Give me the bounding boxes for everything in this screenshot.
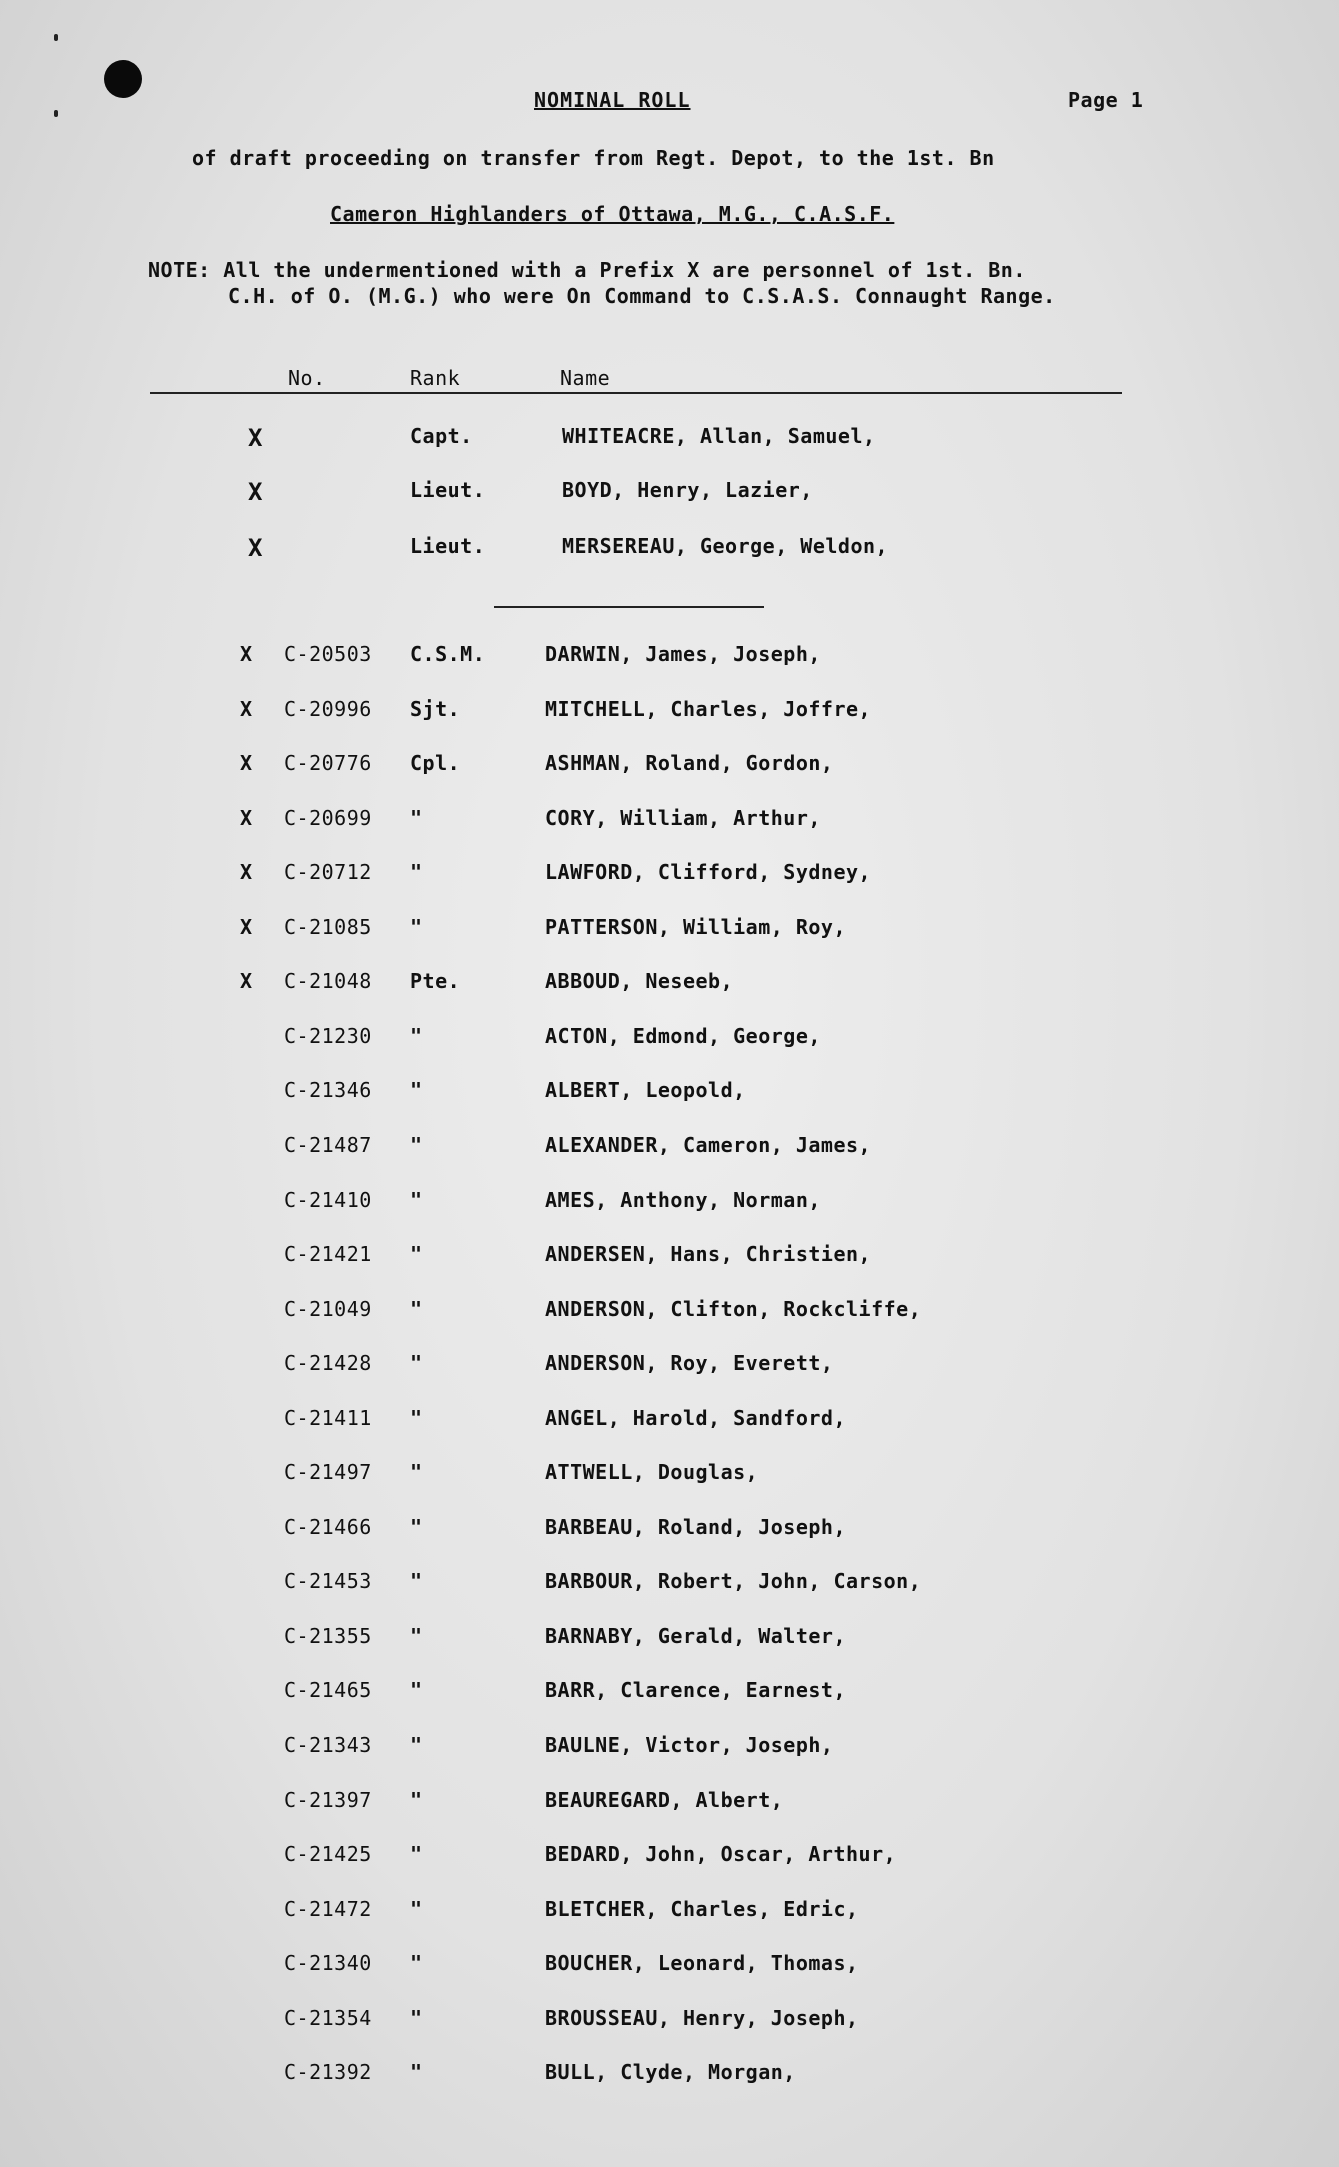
name: BLETCHER, Charles, Edric, xyxy=(545,1897,859,1921)
name: ACTON, Edmond, George, xyxy=(545,1024,821,1048)
rank: C.S.M. xyxy=(410,642,486,666)
name: ALEXANDER, Cameron, James, xyxy=(545,1133,872,1157)
name: WHITEACRE, Allan, Samuel, xyxy=(562,424,876,448)
service-number: C-21346 xyxy=(284,1078,372,1102)
service-number: C-20996 xyxy=(284,697,372,721)
name: MITCHELL, Charles, Joffre, xyxy=(545,697,872,721)
rank: " xyxy=(410,1024,423,1048)
rank: " xyxy=(410,1078,423,1102)
service-number: C-21453 xyxy=(284,1569,372,1593)
rank: " xyxy=(410,1788,423,1812)
punch-hole xyxy=(104,60,142,98)
rank: " xyxy=(410,1242,423,1266)
personnel-row xyxy=(0,1351,1339,1381)
rank: " xyxy=(410,1842,423,1866)
service-number: C-21497 xyxy=(284,1460,372,1484)
service-number: C-20503 xyxy=(284,642,372,666)
rank: Sjt. xyxy=(410,697,461,721)
note-line-1: NOTE: All the undermentioned with a Prefix X are personnel of 1st. Bn. xyxy=(148,258,1026,282)
service-number: C-21421 xyxy=(284,1242,372,1266)
name: BEAUREGARD, Albert, xyxy=(545,1788,784,1812)
name: BAULNE, Victor, Joseph, xyxy=(545,1733,834,1757)
personnel-row xyxy=(0,751,1339,781)
personnel-row xyxy=(0,860,1339,890)
note-line-2: C.H. of O. (M.G.) who were On Command to C.S.A.S. Connaught Range. xyxy=(228,284,1056,308)
rank: Capt. xyxy=(410,424,473,448)
personnel-row xyxy=(0,2006,1339,2036)
rank: " xyxy=(410,1897,423,1921)
prefix-mark: X xyxy=(248,478,263,506)
service-number: C-20699 xyxy=(284,806,372,830)
rank: " xyxy=(410,915,423,939)
personnel-row xyxy=(0,697,1339,727)
rank: " xyxy=(410,1678,423,1702)
rank: " xyxy=(410,1297,423,1321)
prefix-mark: X xyxy=(248,424,263,452)
personnel-row xyxy=(0,2060,1339,2090)
name: MERSEREAU, George, Weldon, xyxy=(562,534,889,558)
name: ANDERSEN, Hans, Christien, xyxy=(545,1242,872,1266)
personnel-row xyxy=(0,1078,1339,1108)
name: PATTERSON, William, Roy, xyxy=(545,915,846,939)
service-number: C-21355 xyxy=(284,1624,372,1648)
officers-row xyxy=(0,424,1339,454)
name: BARR, Clarence, Earnest, xyxy=(545,1678,846,1702)
personnel-row xyxy=(0,1188,1339,1218)
personnel-row xyxy=(0,1951,1339,1981)
personnel-row xyxy=(0,1297,1339,1327)
personnel-row xyxy=(0,1842,1339,1872)
service-number: C-21425 xyxy=(284,1842,372,1866)
prefix-mark: X xyxy=(240,860,253,884)
rank: " xyxy=(410,2060,423,2084)
prefix-mark: X xyxy=(240,751,253,775)
subtitle-line-1: of draft proceeding on transfer from Regt. Depot, to the 1st. Bn xyxy=(192,146,995,170)
rank: " xyxy=(410,1624,423,1648)
prefix-mark: X xyxy=(240,642,253,666)
personnel-row xyxy=(0,915,1339,945)
name: BULL, Clyde, Morgan, xyxy=(545,2060,796,2084)
name: AMES, Anthony, Norman, xyxy=(545,1188,821,1212)
service-number: C-20712 xyxy=(284,860,372,884)
service-number: C-21343 xyxy=(284,1733,372,1757)
service-number: C-21466 xyxy=(284,1515,372,1539)
personnel-row xyxy=(0,1242,1339,1272)
personnel-row xyxy=(0,642,1339,672)
personnel-row xyxy=(0,1788,1339,1818)
personnel-row xyxy=(0,1133,1339,1163)
service-number: C-21397 xyxy=(284,1788,372,1812)
name: BROUSSEAU, Henry, Joseph, xyxy=(545,2006,859,2030)
name: BARBOUR, Robert, John, Carson, xyxy=(545,1569,922,1593)
rank: Lieut. xyxy=(410,534,486,558)
prefix-mark: X xyxy=(240,915,253,939)
ink-speck xyxy=(54,110,58,117)
personnel-row xyxy=(0,969,1339,999)
service-number: C-21428 xyxy=(284,1351,372,1375)
rank: " xyxy=(410,1133,423,1157)
personnel-row xyxy=(0,1406,1339,1436)
rank: " xyxy=(410,1569,423,1593)
header-rule xyxy=(150,392,1122,394)
column-header-rank: Rank xyxy=(410,366,461,390)
personnel-row xyxy=(0,806,1339,836)
rank: " xyxy=(410,1188,423,1212)
name: ANDERSON, Clifton, Rockcliffe, xyxy=(545,1297,922,1321)
name: CORY, William, Arthur, xyxy=(545,806,821,830)
name: ALBERT, Leopold, xyxy=(545,1078,746,1102)
personnel-row xyxy=(0,1624,1339,1654)
name: BARBEAU, Roland, Joseph, xyxy=(545,1515,846,1539)
rank: Pte. xyxy=(410,969,461,993)
officers-row xyxy=(0,534,1339,564)
name: ATTWELL, Douglas, xyxy=(545,1460,759,1484)
column-header-name: Name xyxy=(560,366,611,390)
service-number: C-21230 xyxy=(284,1024,372,1048)
rank: " xyxy=(410,1351,423,1375)
name: BEDARD, John, Oscar, Arthur, xyxy=(545,1842,897,1866)
service-number: C-21472 xyxy=(284,1897,372,1921)
name: BARNABY, Gerald, Walter, xyxy=(545,1624,846,1648)
prefix-mark: X xyxy=(240,697,253,721)
service-number: C-21465 xyxy=(284,1678,372,1702)
rank: " xyxy=(410,860,423,884)
section-separator xyxy=(494,606,764,608)
service-number: C-20776 xyxy=(284,751,372,775)
service-number: C-21085 xyxy=(284,915,372,939)
service-number: C-21392 xyxy=(284,2060,372,2084)
personnel-row xyxy=(0,1678,1339,1708)
ink-speck xyxy=(54,34,58,41)
rank: Lieut. xyxy=(410,478,486,502)
personnel-row xyxy=(0,1515,1339,1545)
rank: Cpl. xyxy=(410,751,461,775)
rank: " xyxy=(410,1733,423,1757)
page-number: Page 1 xyxy=(1068,88,1144,112)
name: BOYD, Henry, Lazier, xyxy=(562,478,813,502)
prefix-mark: X xyxy=(248,534,263,562)
service-number: C-21411 xyxy=(284,1406,372,1430)
service-number: C-21354 xyxy=(284,2006,372,2030)
prefix-mark: X xyxy=(240,969,253,993)
personnel-row xyxy=(0,1897,1339,1927)
name: DARWIN, James, Joseph, xyxy=(545,642,821,666)
service-number: C-21487 xyxy=(284,1133,372,1157)
column-header-no: No. xyxy=(288,366,326,390)
rank: " xyxy=(410,1406,423,1430)
name: ANGEL, Harold, Sandford, xyxy=(545,1406,846,1430)
service-number: C-21340 xyxy=(284,1951,372,1975)
officers-row xyxy=(0,478,1339,508)
name: BOUCHER, Leonard, Thomas, xyxy=(545,1951,859,1975)
personnel-row xyxy=(0,1460,1339,1490)
prefix-mark: X xyxy=(240,806,253,830)
rank: " xyxy=(410,1460,423,1484)
personnel-row xyxy=(0,1733,1339,1763)
subtitle-line-2: Cameron Highlanders of Ottawa, M.G., C.A.S.F. xyxy=(330,202,895,226)
rank: " xyxy=(410,806,423,830)
name: ASHMAN, Roland, Gordon, xyxy=(545,751,834,775)
rank: " xyxy=(410,1951,423,1975)
service-number: C-21048 xyxy=(284,969,372,993)
name: ANDERSON, Roy, Everett, xyxy=(545,1351,834,1375)
name: LAWFORD, Clifford, Sydney, xyxy=(545,860,872,884)
personnel-row xyxy=(0,1024,1339,1054)
rank: " xyxy=(410,1515,423,1539)
personnel-row xyxy=(0,1569,1339,1599)
name: ABBOUD, Neseeb, xyxy=(545,969,734,993)
service-number: C-21049 xyxy=(284,1297,372,1321)
service-number: C-21410 xyxy=(284,1188,372,1212)
rank: " xyxy=(410,2006,423,2030)
document-title: NOMINAL ROLL xyxy=(534,88,691,112)
